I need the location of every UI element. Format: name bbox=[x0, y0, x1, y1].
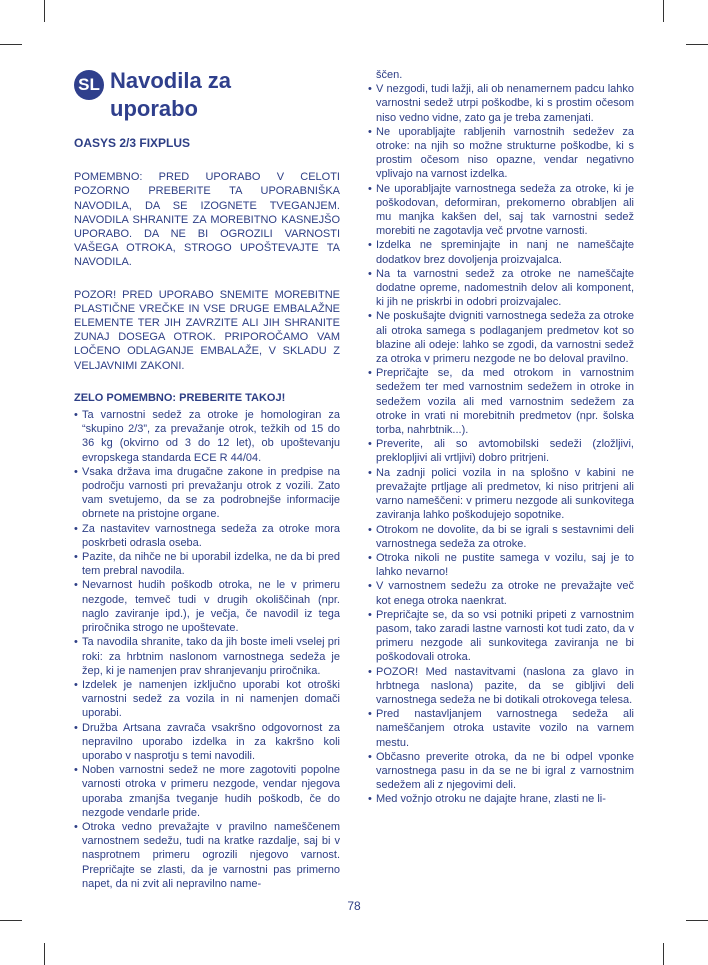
list-item: • Ne poskušajte dvigniti varnostnega sedeža za otroke ali otroka samega s podlaganjem predmetov kot so blazine ali odeje: lahko se zgodi, da varnostni sedež za otroka v primeru nezgode ne bo deloval pravilno. bbox=[368, 310, 634, 366]
language-badge: SL bbox=[74, 70, 104, 100]
list-item: • Občasno preverite otroka, da ne bi odpel vponke varnostnega pasu in da se ne bi igral z varnostnim sedežem ali z njegovimi deli. bbox=[368, 750, 634, 792]
list-item: • Prepričajte se, da med otrokom in varnostnim sedežem ter med varnostnim sedežem in otroke in sedežem vozila ali med varnostnim sedežem za otroke in vrati ni morebitnih predmetov (npr. šolska torba, nahrbtnik...). bbox=[368, 367, 634, 437]
instruction-list bbox=[74, 408, 340, 891]
model-name: OASYS 2/3 FIXPLUS bbox=[74, 136, 191, 150]
list-item: • Med vožnjo otroku ne dajajte hrane, zlasti ne li- bbox=[368, 793, 606, 806]
list-item: • Prepričajte se, da so vsi potniki pripeti z varnostnim pasom, tako zaradi lastne varnosti kot tudi zato, da v primeru nezgode ali sunkovitega zaviranja ne bi poškodovali otroka. bbox=[368, 608, 634, 664]
title-line: uporabo bbox=[110, 96, 198, 121]
list-item: • Ne uporabljajte rabljenih varnostnih sedežev za otroke: na njih so možne strukturne poškodbe, ki s prostim očesom niso opazne, vendar negativno vplivajo na varnost izdelka. bbox=[368, 125, 634, 181]
crop-mark bbox=[0, 920, 22, 921]
instruction-list bbox=[368, 82, 634, 806]
list-item: • V nezgodi, tudi lažji, ali ob nenamernem padcu lahko varnostni sedež utrpi poškodbe, ki s prostim očesom niso vedno vidne, zato ga je treba zamenjati. bbox=[368, 83, 634, 124]
list-item: • Vsaka država ima drugačne zakone in predpise na področju varnosti pri prevažanju otrok z vozili. Zato vam svetujemo, da se za podrobnejše informacije obrnete na pristojne organe. bbox=[74, 465, 340, 521]
section-heading: ZELO POMEMBNO: PREBERITE TAKOJ! bbox=[74, 391, 286, 404]
list-item: • Nevarnost hudih poškodb otroka, ne le v primeru nezgode, temveč tudi v drugih okoliščinah (npr. naglo zaviranje ipd.), je večja, če navodil iz tega priročnika strogo ne upoštevate. bbox=[74, 579, 340, 635]
crop-mark bbox=[686, 920, 708, 921]
list-item: • Ne uporabljajte varnostnega sedeža za otroke, ki je poškodovan, deformiran, prekomerno obrabljen ali mu manjka kakšen del, saj tak varnostni sedež morebiti ne zagotavlja več prvotne varnosti. bbox=[368, 182, 634, 238]
list-item: • POZOR! Med nastavitvami (naslona za glavo in hrbtnega naslona) pazite, da se gibljivi deli varnostnega sedeža ne bi dotikali otrokovega telesa. bbox=[368, 665, 634, 706]
list-item: • V varnostnem sedežu za otroke ne prevažajte več kot enega otroka naenkrat. bbox=[368, 580, 634, 607]
crop-mark bbox=[0, 44, 22, 45]
list-item: • Ta varnostni sedež za otroke je homologiran za “skupino 2/3”, za prevažanje otrok, težkih od 15 do 36 kg (okvirno od 3 do 12 let), ob upoštevanju evropskega standarda ECE R 44/04. bbox=[74, 409, 340, 464]
warning-notice: POZOR! PRED UPORABO SNEMITE MOREBITNE PLASTIČNE VREČKE IN VSE DRUGE EMBALAŽNE ELEMENTE TER JIH ZAVRZITE ALI JIH SHRANITE ZUNAJ DOSEGA OTROK. PRIPOROČAMO VAM LOČENO ODLAGANJE EMBALAŽE, V SKLADU Z VELJAVNIMI ZAKONI. bbox=[74, 288, 340, 372]
list-item: • Družba Artsana zavrača vsakršno odgovornost za nepravilno uporabo izdelka in za kakršno koli uporabo v nasprotju s temi navodili. bbox=[74, 721, 340, 762]
list-item: • Pazite, da nihče ne bi uporabil izdelka, ne da bi pred tem prebral navodila. bbox=[74, 551, 340, 578]
list-item: • Na ta varnostni sedež za otroke ne nameščajte dodatne opreme, nadomestnih delov ali komponent, ki jih ne priskrbi in odobri proizvajalec. bbox=[368, 267, 634, 309]
crop-mark bbox=[44, 943, 45, 965]
list-item: • Otroka vedno prevažajte v pravilno nameščenem varnostnem sedežu, tudi na kratke razdalje, saj bi v nasprotnem primeru ogrozili njegovo varnost. Prepričajte se zlasti, da je varnostni pas primerno napet, da ni zvit ali nepravilno name- bbox=[74, 820, 340, 890]
left-column bbox=[74, 136, 340, 891]
list-item: • Izdelek je namenjen izključno uporabi kot otroški varnostni sedež za vozila in ni namenjen domači uporabi. bbox=[74, 678, 340, 720]
list-item: • Na zadnji polici vozila in na splošno v kabini ne prevažajte prtljage ali predmetov, ki niso pritrjeni ali varno nameščeni: v primeru nezgode ali sunkovitega zaviranja lahko poškodujejo sopotnike. bbox=[368, 466, 634, 522]
continued-text: ščen. bbox=[376, 69, 403, 81]
important-notice: POMEMBNO: PRED UPORABO V CELOTI POZORNO PREBERITE TA UPORABNIŠKA NAVODILA, DA SE IZOGNETE TVEGANJEM. NAVODILA SHRANITE ZA MOREBITNO KASNEJŠO UPORABO. DA NE BI OGROZILI VARNOSTI VAŠEGA OTROKA, STROGO UPOŠTEVAJTE TA NAVODILA. bbox=[74, 171, 340, 269]
crop-mark bbox=[686, 44, 708, 45]
list-item: • Ta navodila shranite, tako da jih boste imeli vselej pri roki: za hrbtnim naslonom varnostnega sedeža je žep, ki je namenjen prav shranjevanju priročnika. bbox=[74, 636, 340, 677]
right-column bbox=[368, 68, 634, 807]
list-item: • Preverite, ali so avtomobilski sedeži (zložljivi, preklopljivi ali vrtljivi) dobro pritrjeni. bbox=[368, 438, 634, 465]
list-item: • Za nastavitev varnostnega sedeža za otroke mora poskrbeti odrasla oseba. bbox=[74, 522, 340, 549]
crop-mark bbox=[663, 0, 664, 22]
crop-mark bbox=[663, 943, 664, 965]
list-item: • Pred nastavljanjem varnostnega sedeža ali nameščanjem otroka ustavite vozilo na varnem mestu. bbox=[368, 708, 634, 749]
page-title bbox=[110, 67, 231, 123]
list-item: • Noben varnostni sedež ne more zagotoviti popolne varnosti otroka v primeru nezgode, vendar njegova uporaba zmanjša tveganje hudih poškodb, če do nezgode vendarle pride. bbox=[74, 764, 340, 819]
page-number: 78 bbox=[347, 899, 361, 913]
title-line: Navodila za bbox=[110, 68, 232, 93]
list-item: • Izdelka ne spreminjajte in nanj ne nameščajte dodatkov brez dovoljenja proizvajalca. bbox=[368, 239, 634, 266]
list-item: • Otroka nikoli ne pustite samega v vozilu, saj je to lahko nevarno! bbox=[368, 551, 634, 579]
crop-mark bbox=[44, 0, 45, 22]
list-item: • Otrokom ne dovolite, da bi se igrali s sestavnimi deli varnostnega sedeža za otroke. bbox=[368, 523, 634, 550]
